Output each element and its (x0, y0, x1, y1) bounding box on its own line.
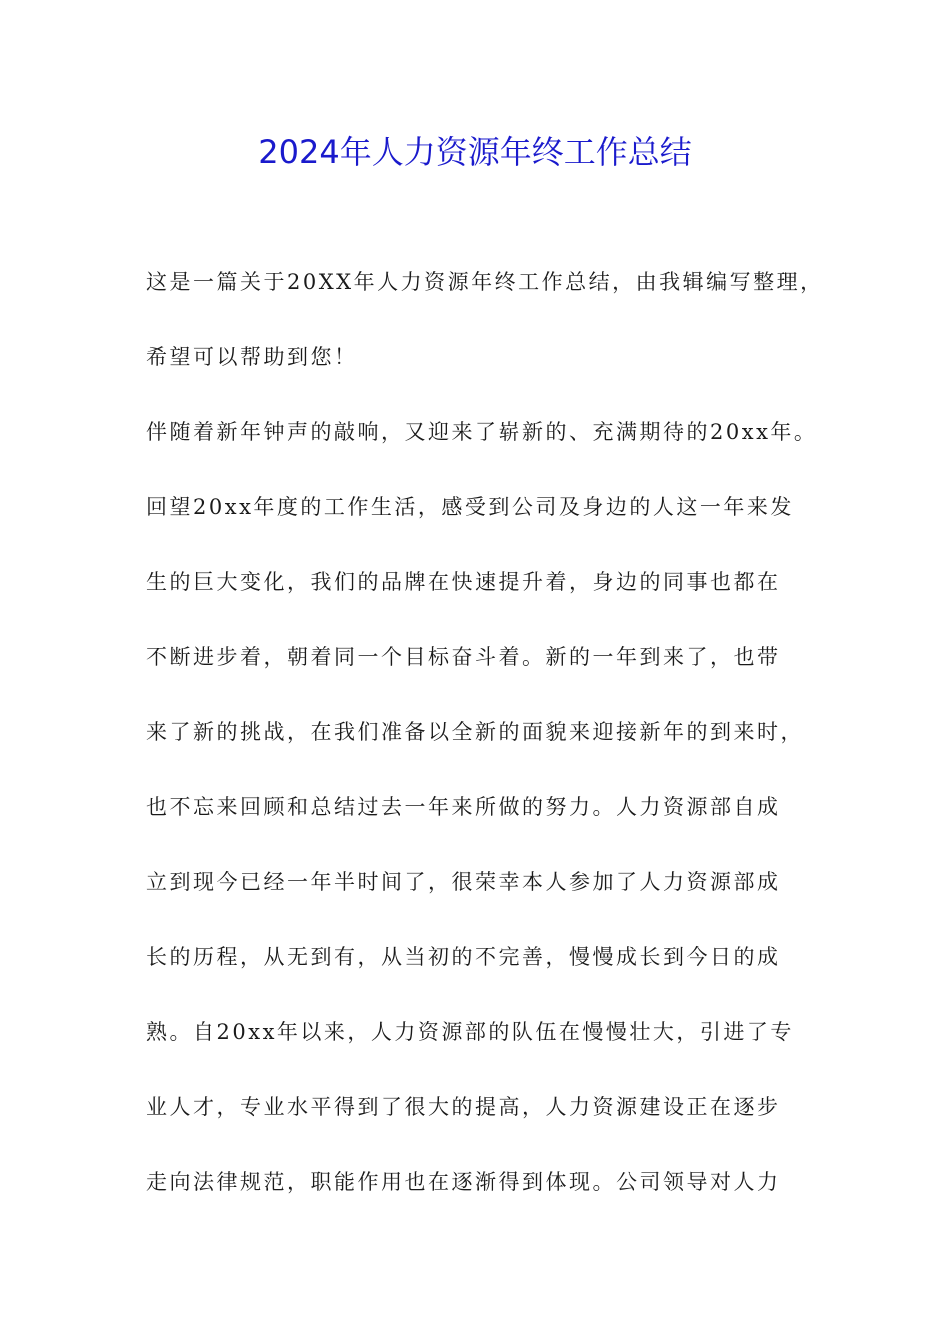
document-body (146, 245, 826, 1220)
body-line-5: 生的巨大变化，我们的品牌在快速提升着，身边的同事也都在 (146, 570, 781, 594)
document-title: 2024年人力资源年终工作总结 (258, 133, 692, 171)
body-line-10: 长的历程，从无到有，从当初的不完善，慢慢成长到今日的成 (146, 945, 781, 969)
body-line-4: 回望20xx年度的工作生活，感受到公司及身边的人这一年来发 (146, 495, 794, 519)
body-line-9: 立到现今已经一年半时间了，很荣幸本人参加了人力资源部成 (146, 870, 781, 894)
body-line-8: 也不忘来回顾和总结过去一年来所做的努力。人力资源部自成 (146, 795, 781, 819)
body-line-1: 这是一篇关于20XX年人力资源年终工作总结，由我辑编写整理， (146, 270, 824, 294)
body-line-3: 伴随着新年钟声的敲响，又迎来了崭新的、充满期待的20xx年。 (146, 420, 818, 444)
body-line-7: 来了新的挑战，在我们准备以全新的面貌来迎接新年的到来时， (146, 720, 804, 744)
body-line-11: 熟。自20xx年以来，人力资源部的队伍在慢慢壮大，引进了专 (146, 1020, 794, 1044)
body-line-13: 走向法律规范，职能作用也在逐渐得到体现。公司领导对人力 (146, 1170, 781, 1194)
body-line-6: 不断进步着，朝着同一个目标奋斗着。新的一年到来了，也带 (146, 645, 781, 669)
body-line-12: 业人才，专业水平得到了很大的提高，人力资源建设正在逐步 (146, 1095, 781, 1119)
body-line-2: 希望可以帮助到您！ (146, 345, 358, 369)
